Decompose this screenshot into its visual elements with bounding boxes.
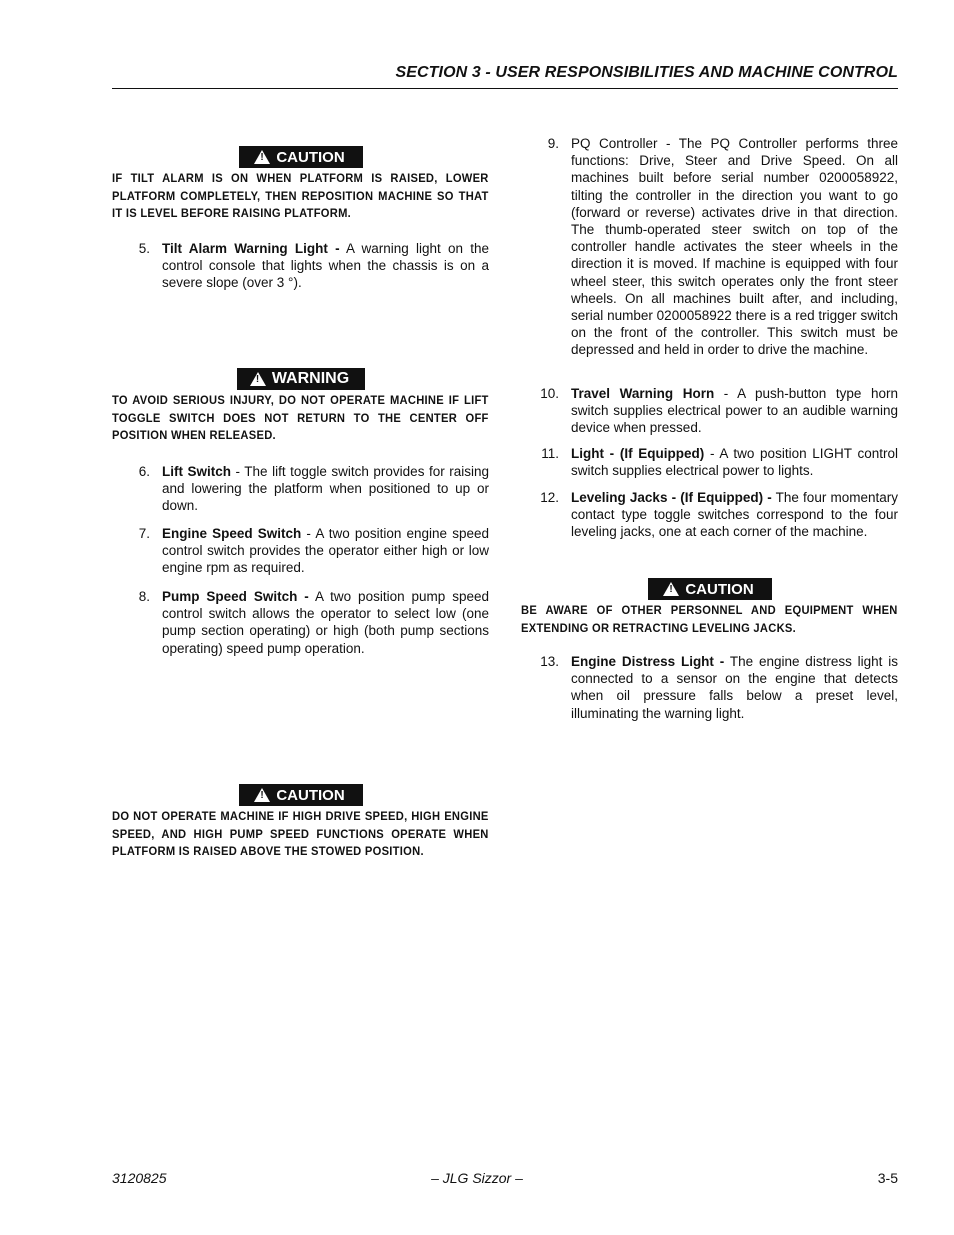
- item-number: 10.: [540, 386, 559, 401]
- item-label: Travel Warning Horn: [571, 386, 715, 401]
- caution-label: CAUTION: [685, 580, 754, 598]
- item-label: Leveling Jacks - (If Equipped) -: [571, 490, 772, 505]
- item-number: 6.: [138, 464, 150, 479]
- item-number: 13.: [540, 654, 559, 669]
- caution-banner-1: [112, 146, 489, 169]
- caution-text-3: BE AWARE OF OTHER PERSONNEL AND EQUIPMENT WHEN EXTENDING OR RETRACTING LEVELING JACKS.: [521, 603, 898, 635]
- item-label: Engine Distress Light -: [571, 654, 725, 669]
- item-text: - A two position engine speed control switch provides the operator either high or low engine rpm as required.: [162, 526, 489, 576]
- item-text: A warning light on the control console that lights when the chassis is on a severe slope (over 3 °).: [162, 241, 489, 291]
- item-text: A two position pump speed control switch allows the operator to select low (one pump section operating) or high (both pump sections operating) speed pump operation.: [162, 589, 489, 656]
- caution-label: CAUTION: [276, 148, 345, 166]
- list-item-8: [112, 588, 489, 657]
- list-item-7: [112, 525, 489, 577]
- item-text: - A push-button type horn switch supplies electrical power to an audible warning device when pressed.: [571, 386, 898, 436]
- warning-triangle-icon: [663, 582, 679, 596]
- item-number: 11.: [541, 446, 559, 461]
- footer-page-number: 3-5: [877, 1170, 898, 1186]
- caution-text-2: DO NOT OPERATE MACHINE IF HIGH DRIVE SPEED, HIGH ENGINE SPEED, AND HIGH PUMP SPEED FUNCTIONS OPERATE WHEN PLATFORM IS RAISED ABOVE THE STOWED POSITION.: [112, 809, 489, 858]
- warning-label: WARNING: [271, 370, 350, 387]
- footer-doc-number: 3120825: [112, 1170, 167, 1186]
- item-label: Pump Speed Switch -: [162, 589, 309, 604]
- list-item-10: [521, 385, 898, 437]
- item-number: 8.: [138, 589, 150, 604]
- item-label: Lift Switch: [162, 464, 232, 479]
- item-text: PQ Controller - The PQ Controller performs three functions: Drive, Steer and Drive Speed. On all machines built before serial number 0200058922, tilting the controller in the direction you want to go (forward or reverse) activates drive in that direction. The thumb-operated steer switch on top of the controller handle activates the steer wheels in the direction it is moved. If machine is equipped with four wheel steer, this switch operates only the front steer wheels. On all machines built after, and including, serial number 0200058922 there is a red trigger switch on the front of the controller. This switch must be depressed and held in order to drive the machine.: [571, 136, 898, 358]
- item-text: - The lift toggle switch provides for raising and lowering the platform when positioned to up or down.: [162, 464, 489, 514]
- item-number: 7.: [138, 526, 150, 541]
- item-text: The engine distress light is connected to a sensor on the engine that detects when oil pressure falls below a preset level, illuminating the warning light.: [571, 654, 898, 721]
- list-item-11: [521, 445, 898, 479]
- item-label: Light - (If Equipped): [571, 446, 705, 461]
- header-divider: [112, 88, 898, 89]
- item-number: 9.: [547, 136, 559, 151]
- warning-text-1: TO AVOID SERIOUS INJURY, DO NOT OPERATE MACHINE IF LIFT TOGGLE SWITCH DOES NOT RETURN TO THE CENTER OFF POSITION WHEN RELEASED.: [112, 393, 489, 442]
- warning-banner-1: [112, 368, 489, 391]
- caution-banner-3: [521, 578, 898, 601]
- list-item-5: [112, 240, 489, 292]
- warning-triangle-icon: [254, 150, 270, 164]
- warning-triangle-icon: [254, 788, 270, 802]
- item-text: The four momentary contact type toggle switches correspond to the four leveling jacks, one at each corner of the machine.: [571, 490, 898, 540]
- list-item-12: [521, 489, 898, 541]
- item-number: 12.: [540, 490, 559, 505]
- item-label: Engine Speed Switch: [162, 526, 302, 541]
- footer-title: – JLG Sizzor –: [431, 1170, 523, 1186]
- list-item-13: [521, 653, 898, 722]
- caution-text-1: IF TILT ALARM IS ON WHEN PLATFORM IS RAISED, LOWER PLATFORM COMPLETELY, THEN REPOSITION MACHINE SO THAT IT IS LEVEL BEFORE RAISING PLATFORM.: [112, 171, 489, 220]
- list-item-9: [521, 135, 898, 359]
- list-item-6: [112, 463, 489, 515]
- caution-banner-2: [112, 784, 489, 807]
- item-label: Tilt Alarm Warning Light -: [162, 241, 340, 256]
- item-number: 5.: [138, 241, 150, 256]
- caution-label: CAUTION: [276, 786, 345, 804]
- warning-triangle-icon: [250, 372, 266, 386]
- section-title: SECTION 3 - USER RESPONSIBILITIES AND MACHINE CONTROL: [395, 64, 898, 81]
- item-text: - A two position LIGHT control switch supplies electrical power to lights.: [571, 446, 898, 479]
